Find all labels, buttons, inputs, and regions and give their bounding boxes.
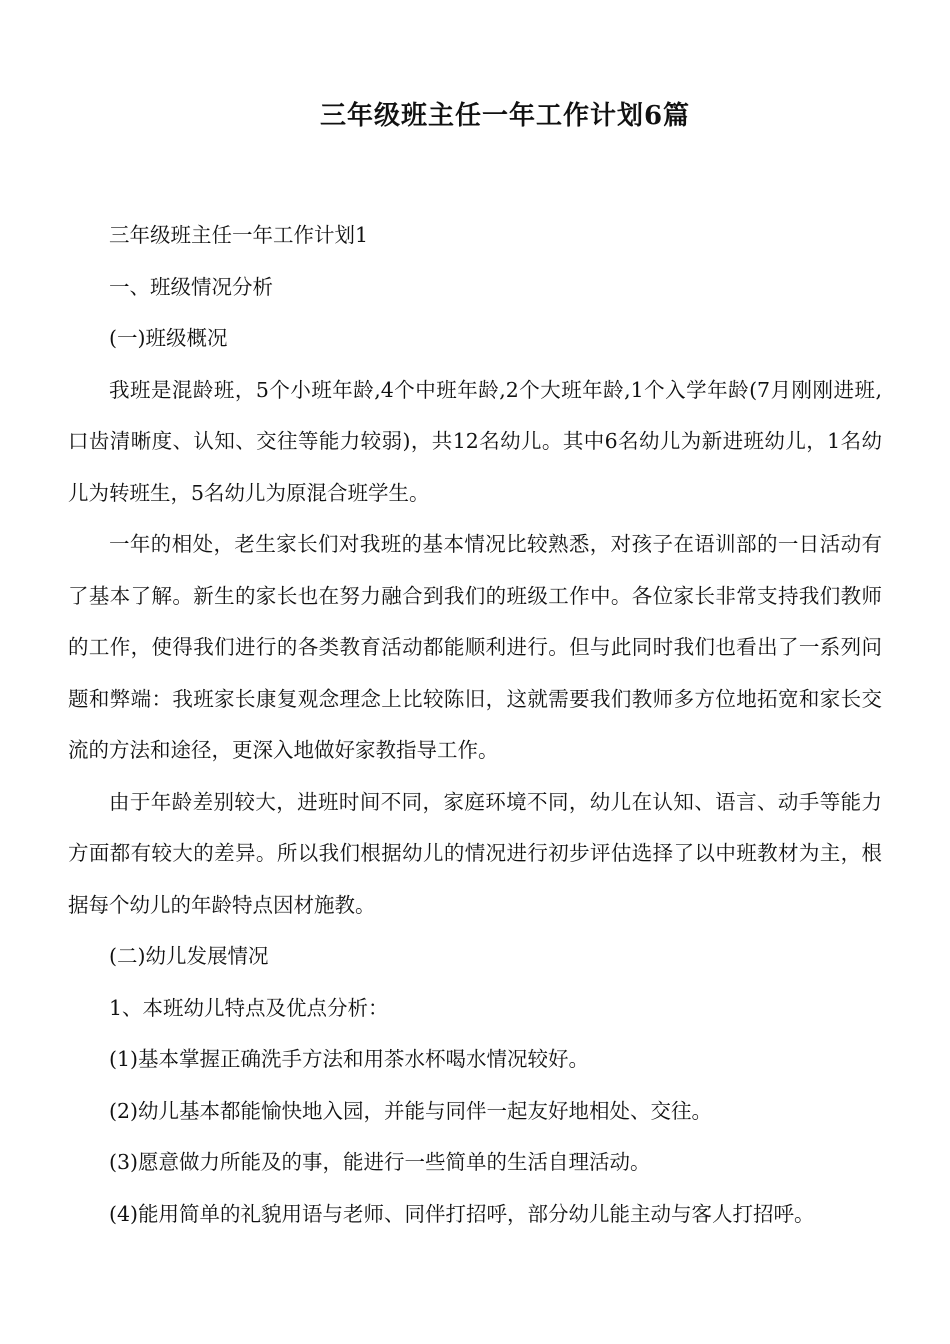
body-paragraph: 由于年龄差别较大，进班时间不同，家庭环境不同，幼儿在认知、语言、动手等能力方面都有较大的差异。所以我们根据幼儿的情况进行初步评估选择了以中班教材为主，根据每个幼儿的年龄特点因材施教。 <box>68 789 882 917</box>
body-paragraph: 我班是混龄班，5个小班年龄,4个中班年龄,2个大班年龄,1个入学年龄(7月刚刚进班,口齿清晰度、认知、交往等能力较弱)，共12名幼儿。其中6名幼儿为新进班幼儿，1名幼儿为转班生，5名幼儿为原混合班学生。 <box>68 377 882 505</box>
section-heading: 一、班级情况分析 <box>109 274 273 299</box>
subsection-heading: (二)幼儿发展情况 <box>109 944 269 968</box>
list-item: (1)基本掌握正确洗手方法和用茶水杯喝水情况较好。 <box>109 1047 590 1071</box>
list-heading: 1、本班幼儿特点及优点分析： <box>109 995 389 1020</box>
document-title: 三年级班主任一年工作计划6篇 <box>319 101 691 131</box>
list-item: (3)愿意做力所能及的事，能进行一些简单的生活自理活动。 <box>109 1150 651 1174</box>
section-heading: 三年级班主任一年工作计划1 <box>109 223 369 247</box>
document-body <box>68 210 882 1240</box>
subsection-heading: (一)班级概况 <box>109 326 228 350</box>
list-item: (4)能用简单的礼貌用语与老师、同伴打招呼，部分幼儿能主动与客人打招呼。 <box>109 1201 815 1226</box>
body-paragraph: 一年的相处，老生家长们对我班的基本情况比较熟悉，对孩子在语训部的一日活动有了基本了解。新生的家长也在努力融合到我们的班级工作中。各位家长非常支持我们教师的工作，使得我们进行的各类教育活动都能顺利进行。但与此同时我们也看出了一系列问题和弊端：我班家长康复观念理念上比较陈旧，这就需要我们教师多方位地拓宽和家长交流的方法和途径，更深入地做好家教指导工作。 <box>68 532 882 762</box>
list-item: (2)幼儿基本都能愉快地入园，并能与同伴一起友好地相处、交往。 <box>109 1098 713 1123</box>
